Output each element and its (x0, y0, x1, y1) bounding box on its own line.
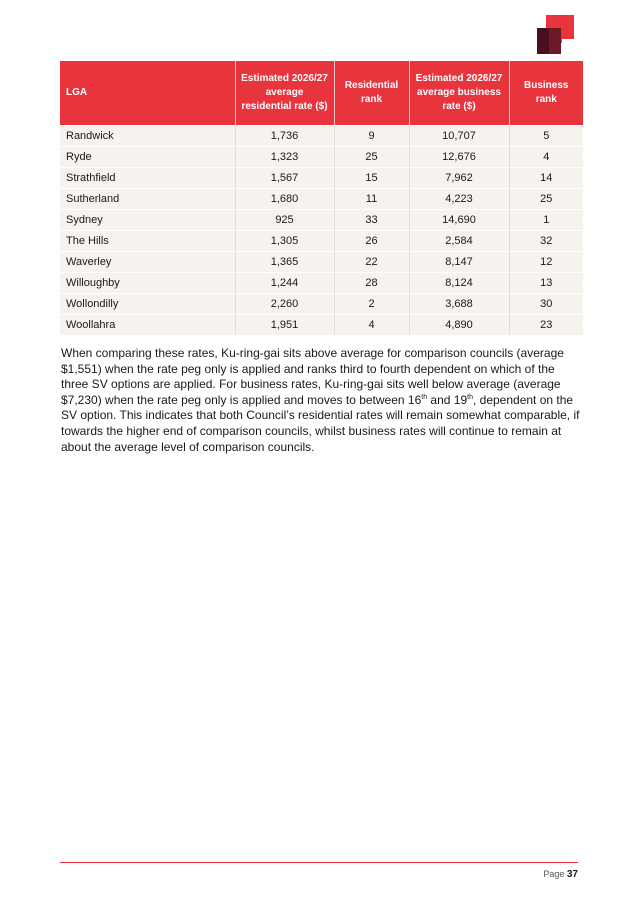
table-row (60, 210, 583, 231)
cell-lga: Strathfield (60, 168, 235, 189)
cell-business-rank: 30 (509, 294, 583, 315)
cell-residential-rank: 22 (334, 252, 409, 273)
cell-residential-rank: 25 (334, 147, 409, 168)
page-label: Page (543, 869, 565, 879)
cell-lga: Wollondilly (60, 294, 235, 315)
cell-residential-rank: 26 (334, 231, 409, 252)
logo-square-dark (537, 28, 549, 54)
cell-lga: Waverley (60, 252, 235, 273)
cell-residential-rate: 1,244 (235, 273, 334, 294)
table-row (60, 126, 583, 147)
cell-business-rate: 4,890 (409, 315, 509, 336)
cell-lga: Sydney (60, 210, 235, 231)
cell-lga: Randwick (60, 126, 235, 147)
cell-business-rank: 32 (509, 231, 583, 252)
cell-residential-rank: 4 (334, 315, 409, 336)
cell-residential-rate: 1,365 (235, 252, 334, 273)
cell-business-rank: 1 (509, 210, 583, 231)
cell-residential-rate: 1,305 (235, 231, 334, 252)
table-row (60, 273, 583, 294)
header-residential-rate: Estimated 2026/27 average residential rate ($) (235, 61, 334, 126)
cell-business-rank: 25 (509, 189, 583, 210)
cell-residential-rate: 1,680 (235, 189, 334, 210)
table-row (60, 147, 583, 168)
cell-residential-rate: 2,260 (235, 294, 334, 315)
page-number (543, 869, 578, 880)
ordinal-suffix: th (421, 393, 428, 401)
cell-lga: Woollahra (60, 315, 235, 336)
cell-residential-rate: 1,736 (235, 126, 334, 147)
cell-business-rate: 10,707 (409, 126, 509, 147)
rates-comparison-table (60, 61, 583, 335)
cell-lga: Ryde (60, 147, 235, 168)
paragraph-text-2: and 19 (427, 392, 468, 407)
header-business-rank: Business rank (509, 61, 583, 126)
cell-business-rate: 12,676 (409, 147, 509, 168)
logo-notch (562, 39, 574, 49)
cell-residential-rank: 15 (334, 168, 409, 189)
cell-residential-rank: 9 (334, 126, 409, 147)
cell-residential-rate: 1,567 (235, 168, 334, 189)
table-row (60, 315, 583, 336)
cell-residential-rate: 1,951 (235, 315, 334, 336)
header-lga: LGA (60, 61, 235, 126)
cell-business-rate: 14,690 (409, 210, 509, 231)
footer-divider (60, 862, 578, 863)
paragraph-text-3: , dependent on the SV option. This indicates that both Council’s residential rates will remain somewhat comparable, if towards the higher end of comparison councils, whilst business rates will continue to remain at about the average level of comparison councils. (61, 392, 580, 454)
ordinal-suffix: th (467, 393, 473, 401)
cell-business-rate: 2,584 (409, 231, 509, 252)
cell-residential-rate: 925 (235, 210, 334, 231)
council-logo (537, 15, 577, 55)
page-number-value: 37 (566, 869, 578, 880)
cell-business-rank: 23 (509, 315, 583, 336)
cell-residential-rank: 11 (334, 189, 409, 210)
table-row (60, 189, 583, 210)
cell-residential-rank: 33 (334, 210, 409, 231)
cell-business-rank: 14 (509, 168, 583, 189)
cell-lga: The Hills (60, 231, 235, 252)
table-row (60, 294, 583, 315)
cell-business-rank: 12 (509, 252, 583, 273)
comparison-paragraph (61, 346, 583, 455)
cell-business-rate: 8,124 (409, 273, 509, 294)
table-row (60, 252, 583, 273)
cell-business-rate: 8,147 (409, 252, 509, 273)
table-row (60, 168, 583, 189)
table-header-row (60, 61, 583, 126)
cell-business-rank: 5 (509, 126, 583, 147)
cell-residential-rate: 1,323 (235, 147, 334, 168)
cell-business-rank: 13 (509, 273, 583, 294)
table-row (60, 231, 583, 252)
cell-residential-rank: 28 (334, 273, 409, 294)
cell-residential-rank: 2 (334, 294, 409, 315)
cell-lga: Sutherland (60, 189, 235, 210)
header-business-rate: Estimated 2026/27 average business rate ($) (409, 61, 509, 126)
cell-business-rate: 4,223 (409, 189, 509, 210)
paragraph-text-1: When comparing these rates, Ku-ring-gai sits above average for comparison councils (average $1,551) when the rate peg only is applied and ranks third to fourth dependent on which of the three SV options are applied. For business rates, Ku-ring-gai sits well below average (average $7,230) when the rate peg only is applied and moves to between 16 (61, 346, 564, 407)
cell-business-rank: 4 (509, 147, 583, 168)
header-residential-rank: Residential rank (334, 61, 409, 126)
cell-business-rate: 7,962 (409, 168, 509, 189)
cell-business-rate: 3,688 (409, 294, 509, 315)
cell-lga: Willoughby (60, 273, 235, 294)
